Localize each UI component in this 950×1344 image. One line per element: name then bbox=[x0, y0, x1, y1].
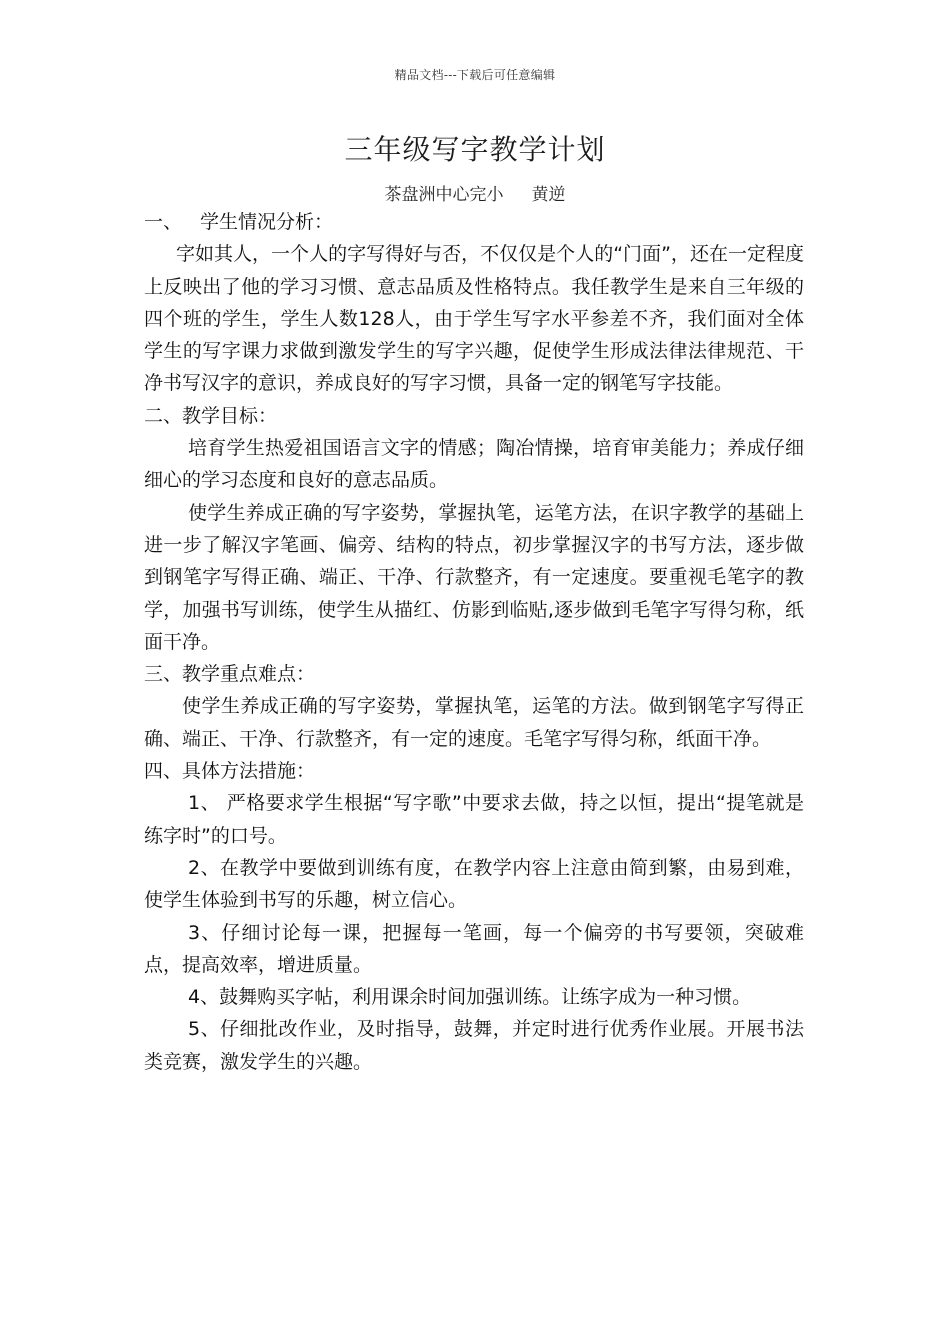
document-body bbox=[144, 206, 804, 1078]
list-item: 1、 严格要求学生根据“写字歌”中要求去做，持之以恒，提出“提笔就是练字时”的口号。 bbox=[144, 792, 804, 847]
document-title: 三年级写字教学计划 bbox=[344, 133, 606, 166]
list-item: 5、仔细批改作业，及时指导，鼓舞，并定时进行优秀作业展。开展书法类竞赛，激发学生的兴趣。 bbox=[144, 1018, 804, 1073]
author-line bbox=[0, 180, 950, 205]
header-watermark: 精品文档---下载后可任意编辑 bbox=[394, 68, 556, 82]
paragraph-goals-2: 使学生养成正确的写字姿势，掌握执笔，运笔方法，在识字教学的基础上进一步了解汉字笔画、偏旁、结构的特点，初步掌握汉字的书写方法，逐步做到钢笔字写得正确、端正、干净、行款整齐，有一定速度。要重视毛笔字的教学，加强书写训练，使学生从描红、仿影到临贴,逐步做到毛笔字写得匀称，纸面干净。 bbox=[144, 501, 804, 653]
section-heading-1 bbox=[144, 206, 804, 238]
paragraph-goals-1: 培育学生热爱祖国语言文字的情感；陶冶情操，培育审美能力；养成仔细细心的学习态度和良好的意志品质。 bbox=[144, 437, 804, 492]
list-item: 2、在教学中要做到训练有度，在教学内容上注意由简到繁，由易到难，使学生体验到书写的乐趣，树立信心。 bbox=[144, 856, 804, 912]
section-heading-2: 二、教学目标： bbox=[144, 404, 278, 427]
section-heading-4: 四、具体方法措施： bbox=[144, 760, 316, 783]
paragraph-key-points: 使学生养成正确的写字姿势，掌握执笔，运笔的方法。做到钢笔字写得正确、端正、干净、行款整齐，有一定的速度。毛笔字写得匀称，纸面干净。 bbox=[144, 695, 804, 750]
section-number-1: 一、 bbox=[144, 211, 183, 233]
section-title-1: 学生情况分析： bbox=[200, 211, 334, 233]
section-heading-3: 三、教学重点难点： bbox=[144, 663, 316, 686]
list-item: 4、鼓舞购买字帖，利用课余时间加强训练。让练字成为一种习惯。 bbox=[188, 986, 752, 1009]
list-item: 3、仔细讨论每一课，把握每一笔画，每一个偏旁的书写要领，突破难点，提高效率，增进质量。 bbox=[144, 921, 804, 976]
author-school: 茶盘洲中心完小 bbox=[384, 185, 504, 205]
paragraph-student-analysis: 字如其人，一个人的字写得好与否，不仅仅是个人的“门面”，还在一定程度上反映出了他的学习习惯、意志品质及性格特点。我任教学生是来自三年级的四个班的学生，学生人数128人，由于学生写字水平参差不齐，我们面对全体学生的写字课力求做到激发学生的写字兴趣，促使学生形成法律法律规范、干净书写汉字的意识，养成良好的写字习惯，具备一定的钢笔写字技能。 bbox=[144, 243, 804, 395]
author-name: 黄逆 bbox=[531, 185, 566, 205]
